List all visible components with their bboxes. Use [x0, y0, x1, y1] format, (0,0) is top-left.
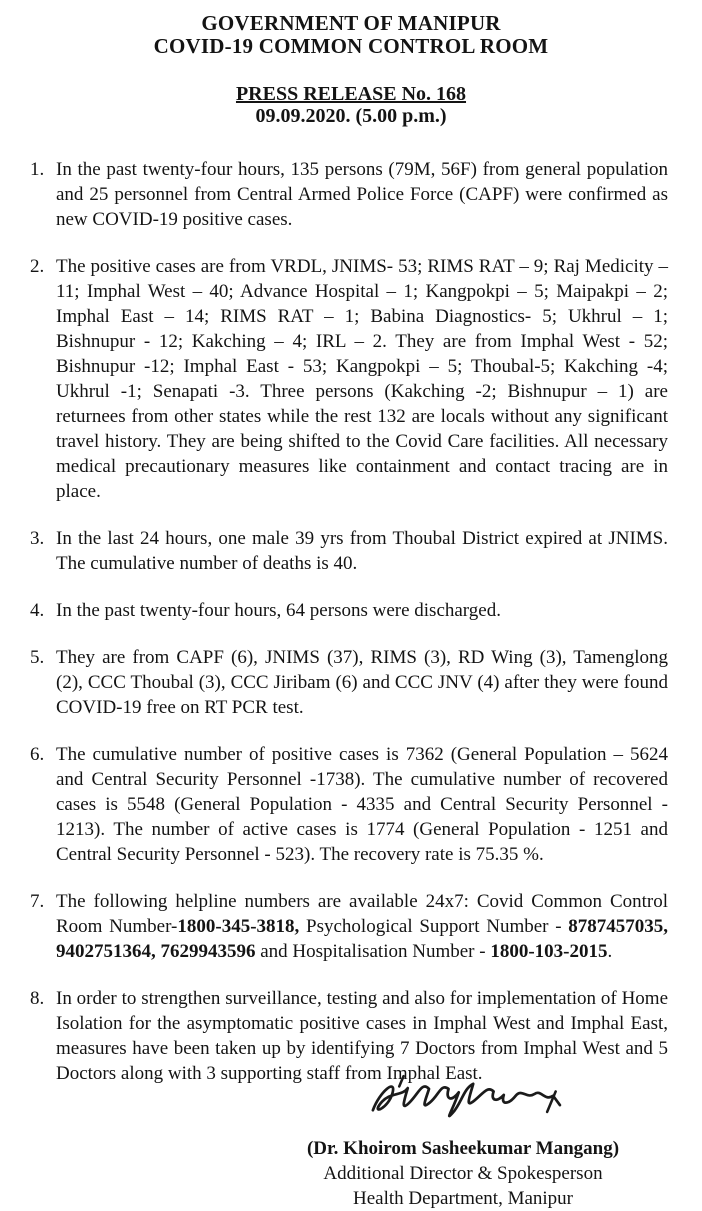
list-item-3 [30, 526, 668, 576]
item-number: 8. [30, 988, 45, 1009]
signatory-name: (Dr. Khoirom Sasheekumar Mangang) [306, 1138, 620, 1159]
signatory-department: Health Department, Manipur [352, 1188, 573, 1209]
press-release-number: PRESS RELEASE No. 168 [235, 83, 467, 105]
release-block [0, 84, 702, 127]
list-item-5 [30, 645, 668, 720]
list-item-6 [30, 742, 668, 867]
document-header [0, 0, 702, 127]
item-number: 5. [30, 647, 45, 668]
item-number: 6. [30, 744, 45, 765]
item-text: The positive cases are from VRDL, JNIMS- 53; RIMS RAT – 9; Raj Medicity – 11; Imphal West – 40; Advance Hospital – 1; Kangpokpi – 5; Maipakpi – 2; Imphal East – 14; RIMS RAT – 1; Babina Diagnostics- 5; Ukhrul – 1; Bishnupur - 12; Kakching – 4; IRL – 2. They are from Imphal West - 52; Bishnupur -12; Imphal East - 53; Kangpokpi – 5; Thoubal-5; Kakching -4; Ukhrul -1; Senapati -3. Three persons (Kakching -2; Bishnupur – 1) are returnees from other states while the rest 132 are locals without any significant travel history. They are being shifted to the Covid Care facilities. All necessary medical precautionary measures like containment and contact tracing are in place. [56, 256, 668, 502]
item-text: In order to strengthen surveillance, testing and also for implementation of Home Isolation for the asymptomatic positive cases in Imphal West and Imphal East, measures have been taken up by identifying 7 Doctors from Imphal West and 5 Doctors along with 3 supporting staff from Imphal East. [56, 988, 668, 1084]
item-number: 1. [30, 159, 45, 180]
item-number: 7. [30, 891, 45, 912]
signature-block [268, 1066, 658, 1211]
list-item-4 [30, 598, 668, 623]
list-item-1 [30, 157, 668, 232]
item-text: The following helpline numbers are available 24x7: Covid Common Control Room Number-1800-345-3818, Psychological Support Number - 8787457035, 9402751364, 7629943596 and Hospitalisation Number - 1800-103-2015. [56, 891, 668, 962]
handwritten-signature-icon [348, 1066, 578, 1134]
list-item-2 [30, 254, 668, 504]
header-government: GOVERNMENT OF MANIPUR [201, 11, 501, 35]
item-number: 4. [30, 600, 45, 621]
item-text: The cumulative number of positive cases is 7362 (General Population – 5624 and Central Security Personnel -1738). The cumulative number of recovered cases is 5548 (General Population - 4335 and Central Security Personnel - 1213). The number of active cases is 1774 (General Population - 1251 and Central Security Personnel - 523). The recovery rate is 75.35 %. [56, 744, 668, 865]
list-item-7 [30, 889, 668, 964]
press-release-datetime: 09.09.2020. (5.00 p.m.) [255, 105, 447, 127]
item-number: 3. [30, 528, 45, 549]
numbered-items [0, 157, 702, 1086]
item-text: In the past twenty-four hours, 135 persons (79M, 56F) from general population and 25 personnel from Central Armed Police Force (CAPF) were confirmed as new COVID-19 positive cases. [56, 159, 668, 230]
header-control-room: COVID-19 COMMON CONTROL ROOM [153, 34, 549, 58]
signatory-role: Additional Director & Spokesperson [323, 1163, 603, 1184]
item-text: In the last 24 hours, one male 39 yrs from Thoubal District expired at JNIMS. The cumulative number of deaths is 40. [56, 528, 668, 574]
item-text: They are from CAPF (6), JNIMS (37), RIMS (3), RD Wing (3), Tamenglong (2), CCC Thoubal (3), CCC Jiribam (6) and CCC JNV (4) after they were found COVID-19 free on RT PCR test. [56, 647, 668, 718]
item-number: 2. [30, 256, 45, 277]
item-text: In the past twenty-four hours, 64 persons were discharged. [56, 600, 501, 621]
